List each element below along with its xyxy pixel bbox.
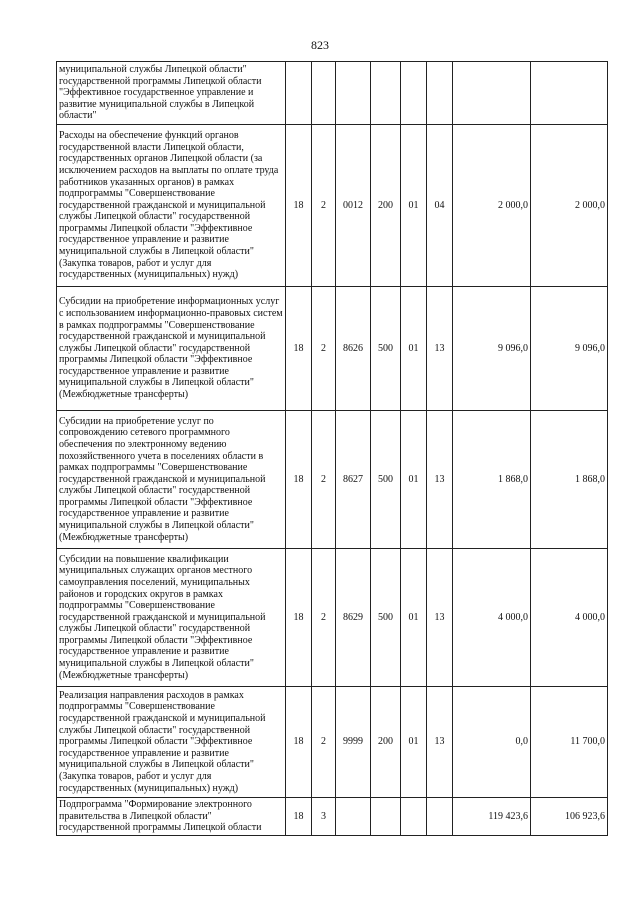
cell-subsection: [427, 62, 453, 125]
cell-amount-1: 0,0: [453, 687, 531, 798]
cell-ministry: 18: [286, 687, 312, 798]
cell-subprogram: 2: [312, 411, 336, 549]
cell-amount-2: 4 000,0: [531, 549, 608, 687]
cell-direction: 0012: [336, 125, 371, 287]
row-description: Субсидии на приобретение информационных услуг с использованием информационно-правовых систем в рамках подпрограммы "Совершенствование государственной гражданской и муниципальной службы Липецкой области" государственной программы Липецкой области "Эффективное государственное управление и развитие муниципальной службы в Липецкой области" (Межбюджетные трансферты): [57, 287, 286, 411]
cell-amount-2: 2 000,0: [531, 125, 608, 287]
cell-subsection: 13: [427, 411, 453, 549]
cell-section: 01: [401, 125, 427, 287]
budget-table: [56, 61, 608, 836]
table-row: [57, 62, 608, 125]
cell-expense-type: 500: [371, 411, 401, 549]
cell-amount-1: 1 868,0: [453, 411, 531, 549]
cell-direction: 8629: [336, 549, 371, 687]
cell-expense-type: [371, 798, 401, 836]
cell-section: 01: [401, 687, 427, 798]
cell-subsection: 13: [427, 549, 453, 687]
cell-expense-type: 500: [371, 287, 401, 411]
table-row: [57, 287, 608, 411]
cell-subprogram: 3: [312, 798, 336, 836]
row-description: Реализация направления расходов в рамках подпрограммы "Совершенствование государственной гражданской и муниципальной службы Липецкой области" государственной программы Липецкой области "Эффективное государственное управление и развитие муниципальной службы в Липецкой области" (Закупка товаров, работ и услуг для государственных (муниципальных) нужд): [57, 687, 286, 798]
cell-ministry: 18: [286, 125, 312, 287]
cell-section: 01: [401, 549, 427, 687]
row-description: муниципальной службы Липецкой области" государственной программы Липецкой области "Эффективное государственное управление и развитие муниципальной службы в Липецкой области": [57, 62, 286, 125]
cell-amount-1: 4 000,0: [453, 549, 531, 687]
cell-amount-2: 106 923,6: [531, 798, 608, 836]
cell-ministry: 18: [286, 549, 312, 687]
cell-ministry: 18: [286, 798, 312, 836]
cell-section: [401, 62, 427, 125]
table-row: [57, 125, 608, 287]
row-description: Подпрограмма "Формирование электронного правительства в Липецкой области" государственной программы Липецкой области: [57, 798, 286, 836]
cell-ministry: 18: [286, 411, 312, 549]
cell-direction: [336, 62, 371, 125]
cell-subprogram: 2: [312, 287, 336, 411]
cell-subsection: 04: [427, 125, 453, 287]
cell-ministry: [286, 62, 312, 125]
cell-direction: [336, 798, 371, 836]
cell-section: [401, 798, 427, 836]
cell-subprogram: 2: [312, 549, 336, 687]
row-description: Субсидии на приобретение услуг по сопровождению сетевого программного обеспечения по электронному ведению похозяйственного учета в поселениях области в рамках подпрограммы "Совершенствование государственной гражданской и муниципальной службы Липецкой области" государственной программы Липецкой области "Эффективное государственное управление и развитие муниципальной службы в Липецкой области" (Межбюджетные трансферты): [57, 411, 286, 549]
table-row: [57, 687, 608, 798]
cell-amount-1: 2 000,0: [453, 125, 531, 287]
cell-expense-type: [371, 62, 401, 125]
page-number: 823: [311, 38, 329, 52]
cell-amount-2: 9 096,0: [531, 287, 608, 411]
cell-amount-1: [453, 62, 531, 125]
cell-subsection: 13: [427, 287, 453, 411]
cell-amount-2: [531, 62, 608, 125]
cell-direction: 9999: [336, 687, 371, 798]
cell-section: 01: [401, 411, 427, 549]
table-row: [57, 411, 608, 549]
cell-subprogram: [312, 62, 336, 125]
cell-expense-type: 200: [371, 687, 401, 798]
cell-subprogram: 2: [312, 687, 336, 798]
cell-amount-2: 1 868,0: [531, 411, 608, 549]
cell-subprogram: 2: [312, 125, 336, 287]
cell-section: 01: [401, 287, 427, 411]
row-description: Субсидии на повышение квалификации муниципальных служащих органов местного самоуправления поселений, муниципальных районов и городских округов в рамках подпрограммы "Совершенствование государственной гражданской и муниципальной службы Липецкой области" государственной программы Липецкой области "Эффективное государственное управление и развитие муниципальной службы в Липецкой области" (Межбюджетные трансферты): [57, 549, 286, 687]
cell-direction: 8626: [336, 287, 371, 411]
cell-amount-1: 9 096,0: [453, 287, 531, 411]
cell-amount-2: 11 700,0: [531, 687, 608, 798]
cell-ministry: 18: [286, 287, 312, 411]
cell-expense-type: 200: [371, 125, 401, 287]
cell-subsection: 13: [427, 687, 453, 798]
cell-subsection: [427, 798, 453, 836]
table-row: [57, 798, 608, 836]
table-row: [57, 549, 608, 687]
cell-expense-type: 500: [371, 549, 401, 687]
cell-amount-1: 119 423,6: [453, 798, 531, 836]
cell-direction: 8627: [336, 411, 371, 549]
row-description: Расходы на обеспечение функций органов государственной власти Липецкой области, государственных органов Липецкой области (за исключением расходов на выплаты по оплате труда работников указанных органов) в рамках подпрограммы "Совершенствование государственной гражданской и муниципальной службы Липецкой области" государственной программы Липецкой области "Эффективное государственное управление и развитие муниципальной службы в Липецкой области" (Закупка товаров, работ и услуг для государственных (муниципальных) нужд): [57, 125, 286, 287]
